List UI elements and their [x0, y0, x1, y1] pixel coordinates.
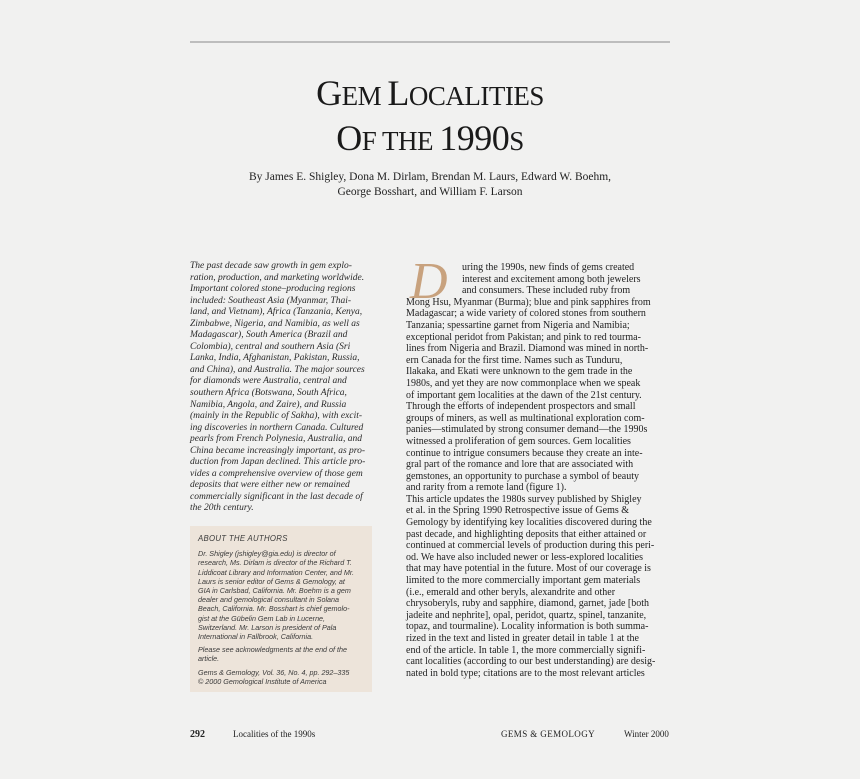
body-line: of important gem localities at the dawn of the 21st century. [406, 389, 642, 401]
authors-heading: ABOUT THE AUTHORS [198, 534, 288, 543]
body-line: Through the efforts of independent prospectors and small [406, 401, 636, 413]
body-line: and rarity from a remote land (figure 1). [406, 482, 567, 494]
abstract-line: land, and Vietnam), Africa (Tanzania, Kenya, [190, 307, 363, 318]
body-line: and consumers. These included ruby from [462, 285, 631, 297]
bio-line: Liddicoat Library and Information Center, and Mr. [198, 567, 354, 577]
bio-line: Laurs is senior editor of Gems & Gemology, at [198, 576, 345, 586]
bio-line: Beach, California. Mr. Bosshart is chief gemolo- [198, 604, 350, 614]
body-line: panies—stimulated by strong consumer demand—the 1990s [406, 424, 648, 436]
byline-line-1: By James E. Shigley, Dona M. Dirlam, Brendan M. Laurs, Edward W. Boehm, [248, 171, 612, 183]
citation [198, 668, 364, 686]
body-line: continued at commercial levels of production during this peri- [406, 540, 655, 552]
ack-line: article. [198, 654, 220, 664]
running-head: Localities of the 1990s [233, 729, 316, 739]
title-1c: L [387, 73, 409, 113]
abstract-line: pearls from French Polynesia, Australia, and [190, 434, 362, 445]
abstract-line: deposits that were either new or remained [190, 480, 350, 491]
body-line: continue to intrigue consumers because they create an inte- [406, 447, 643, 459]
citation-line: © 2000 Gemological Institute of America [198, 676, 327, 686]
abstract-line: China became increasingly important, as pro- [190, 445, 366, 456]
body-line: that may have potential in the future. Most of our coverage is [406, 563, 651, 575]
title-2d: S [509, 126, 524, 156]
body-line: 1980s, and yet they are now commonplace when we speak [406, 377, 641, 389]
body-line: Gemology by identifying key localities discovered during the [406, 517, 652, 529]
body-line: rized in the text and listed in greater detail in table 1 at the [406, 633, 639, 644]
bio-line: Dr. Shigley (jshigley@gia.edu) is director of [198, 549, 336, 559]
title-2c: 1990 [439, 118, 510, 158]
abstract-line: The past decade saw growth in gem explo- [190, 261, 352, 271]
body-line: ern Canada for the first time. Names such as Tunduru, [406, 354, 623, 366]
body-line: cant localities (according to our best understanding) are desig- [406, 656, 656, 668]
body-text [406, 262, 670, 679]
body-line: topaz, and tourmaline). Locality information is both summa- [406, 621, 649, 633]
title-2a: O [336, 118, 362, 158]
body-line: Madagascar; a wide variety of colored stones from southern [406, 308, 646, 320]
body-line: limited to the more commercially important gem materials [406, 575, 641, 587]
issue-season: Winter 2000 [624, 729, 669, 739]
body-line: Mong Hsu, Myanmar (Burma); blue and pink sapphires from [406, 296, 651, 308]
bio-line: Switzerland. Mr. Larson is president of Pala [198, 622, 337, 632]
body-line: This article updates the 1980s survey published by Shigley [406, 493, 642, 505]
byline-line-2: George Bosshart, and William F. Larson [337, 186, 523, 198]
title-2b: F THE [361, 126, 440, 156]
authors-bio [198, 549, 364, 641]
acknowledgments-note [198, 645, 364, 663]
about-authors-box [190, 526, 372, 692]
bio-line: GIA in Carlsbad, California. Mr. Boehm is a gem [198, 586, 351, 596]
drop-cap: D [410, 253, 448, 310]
body-line: Tanzania; spessartine garnet from Nigeria and Namibia; [406, 319, 630, 331]
title-1b: EM [341, 81, 388, 111]
abstract-line: Zimbabwe, Nigeria, and Namibia, as well as [190, 318, 360, 329]
title-line-2 [190, 117, 670, 159]
body-line: gral part of the romance and lore that are associated with [406, 459, 634, 471]
ack-line: Please see acknowledgments at the end of the [198, 645, 348, 655]
body-line: chrysoberyls, ruby and sapphire, diamond, garnet, jade [both [406, 598, 649, 610]
top-rule [190, 41, 670, 43]
bio-line: gist at the Gübelin Gem Lab in Lucerne, [198, 613, 326, 623]
citation-line: Gems & Gemology, Vol. 36, No. 4, pp. 292–335 [198, 667, 350, 677]
bio-line: dealer and gemological consultant in Solana [198, 595, 340, 605]
abstract-line: vides a comprehensive overview of those gem [190, 468, 363, 479]
abstract-line: ing discoveries in northern Canada. Cultured [190, 422, 364, 433]
abstract-line: commercially significant in the last decade of [190, 491, 363, 502]
body-line: lines from Nigeria and Brazil. Diamond was mined in north- [406, 343, 649, 355]
body-line: interest and excitement among both jewelers [462, 273, 641, 285]
body-line: et al. in the Spring 1990 Retrospective issue of Gems & [406, 505, 630, 517]
abstract-line: (mainly in the Republic of Sakha), with excit- [190, 411, 363, 422]
body-line: jadeite and nephrite], opal, peridot, quartz, spinel, tanzanite, [406, 609, 647, 621]
body-line: Ilakaka, and Ekati were unknown to the gem trade in the [406, 366, 633, 378]
abstract-line: for diamonds were Australia, central and [190, 376, 347, 387]
abstract-line: Madagascar), South America (Brazil and [190, 330, 348, 341]
abstract-line: included: Southeast Asia (Myanmar, Thai- [190, 295, 352, 306]
title-1d: OCALITIES [408, 81, 544, 111]
body-line: gemstones, an opportunity to purchase a symbol of beauty [406, 470, 640, 482]
abstract-line: the 20th century. [190, 503, 254, 514]
abstract-line: ration, production, and marketing worldwide. [190, 272, 365, 283]
bio-line: research, Ms. Dirlam is director of the Richard T. [198, 558, 352, 568]
journal-name: GEMS & GEMOLOGY [501, 729, 596, 739]
body-line: uring the 1990s, new finds of gems created [462, 262, 635, 273]
abstract-line: southern Africa (Botswana, South Africa, [190, 388, 347, 399]
abstract-line: and China), and Australia. The major sources [190, 364, 365, 375]
abstract-line: Important colored stone–producing regions [190, 284, 356, 295]
body-line: groups of miners, as well as multinational exploration com- [406, 412, 645, 424]
abstract [190, 261, 372, 515]
body-line: od. We have also included newer or less-explored localities [406, 551, 643, 563]
body-line: nated in bold type; citations are to the most relevant articles [406, 667, 645, 679]
body-line: past decade, and highlighting deposits that either attained or [406, 528, 647, 540]
abstract-line: duction from Japan declined. This article pro- [190, 457, 366, 468]
bio-line: International in Fallbrook, California. [198, 632, 314, 642]
page-number: 292 [190, 729, 205, 740]
title-line-1 [190, 72, 670, 114]
abstract-line: Namibia, Angola, and Zaire), and Russia [190, 399, 347, 410]
title-1a: G [316, 73, 342, 113]
abstract-line: Colombia), central and southern Asia (Sri [190, 341, 351, 352]
body-line: end of the article. In table 1, the more commercially signifi- [406, 644, 646, 656]
body-line: witnessed a proliferation of gem sources. Gem localities [406, 435, 631, 447]
body-line: (i.e., emerald and other beryls, alexandrite and other [406, 586, 616, 598]
body-line: exceptional peridot from Pakistan; and pink to red tourma- [406, 331, 641, 343]
abstract-line: Lanka, India, Afghanistan, Pakistan, Russia, [190, 353, 360, 364]
